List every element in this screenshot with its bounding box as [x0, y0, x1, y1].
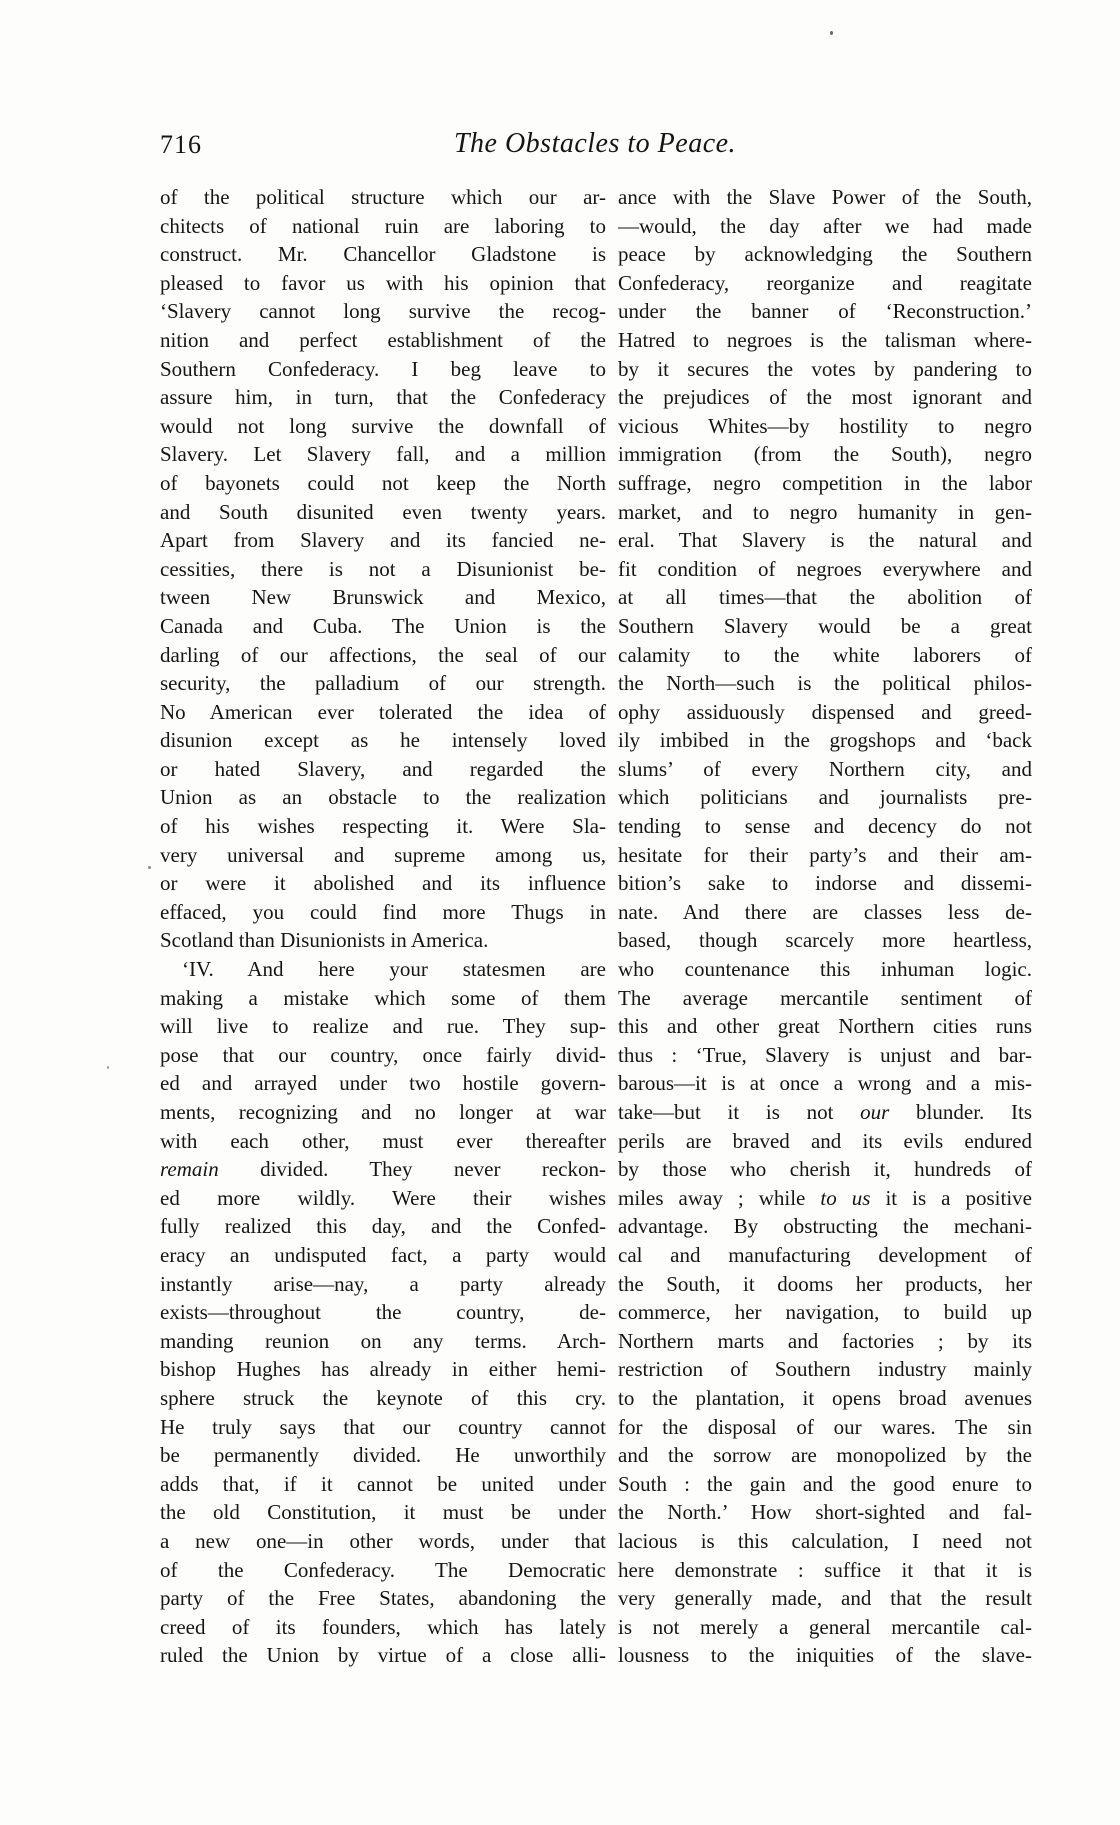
text-line: peace by acknowledging the Southern	[618, 242, 1032, 267]
text-line: security, the palladium of our strength.	[160, 671, 606, 696]
text-line: fully realized this day, and the Confed-	[160, 1214, 606, 1239]
text-line: who countenance this inhuman logic.	[618, 957, 1032, 982]
text-line: based, though scarcely more heartless,	[618, 928, 1032, 953]
text-line: the North—such is the political philos-	[618, 671, 1032, 696]
text-line: adds that, if it cannot be united under	[160, 1471, 606, 1496]
text-line: Slavery. Let Slavery fall, and a million	[160, 442, 606, 467]
text-line: —would, the day after we had made	[618, 213, 1032, 238]
text-line: Scotland than Disunionists in America.	[160, 928, 489, 953]
text-line: Southern Confederacy. I beg leave to	[160, 356, 606, 381]
text-line: ‘Slavery cannot long survive the recog-	[160, 299, 606, 324]
text-line: will live to realize and rue. They sup-	[160, 1014, 606, 1039]
left-column	[160, 183, 606, 1670]
text-line: No American ever tolerated the idea of	[160, 699, 606, 724]
text-line: of his wishes respecting it. Were Sla-	[160, 814, 606, 839]
text-columns	[160, 183, 1032, 1670]
text-line: by those who cherish it, hundreds of	[618, 1157, 1032, 1182]
text-line: manding reunion on any terms. Arch-	[160, 1328, 606, 1353]
text-line: this and other great Northern cities runs	[618, 1014, 1032, 1039]
text-line: sphere struck the keynote of this cry.	[160, 1385, 606, 1410]
text-line: the South, it dooms her products, her	[618, 1271, 1032, 1296]
text-line: ments, recognizing and no longer at war	[160, 1100, 606, 1124]
text-line: effaced, you could find more Thugs in	[160, 899, 606, 924]
text-line: slums’ of every Northern city, and	[618, 756, 1032, 781]
text-line: eracy an undisputed fact, a party would	[160, 1242, 606, 1267]
text-line: ance with the Slave Power of the South,	[618, 185, 1032, 209]
text-line: cal and manufacturing development of	[618, 1242, 1032, 1267]
text-line: making a mistake which some of them	[160, 985, 606, 1010]
text-line: hesitate for their party’s and their am-	[618, 842, 1032, 867]
text-line: Canada and Cuba. The Union is the	[160, 613, 606, 638]
text-line: vicious Whites—by hostility to negro	[618, 413, 1032, 438]
text-line: to the plantation, it opens broad avenues	[618, 1385, 1032, 1410]
text-line: creed of its founders, which has lately	[160, 1614, 606, 1639]
text-line: tween New Brunswick and Mexico,	[160, 585, 606, 610]
text-line: and South disunited even twenty years.	[160, 499, 606, 524]
text-line: the old Constitution, it must be under	[160, 1500, 606, 1525]
text-line: very universal and supreme among us,	[160, 842, 606, 867]
text-line: instantly arise—nay, a party already	[160, 1271, 606, 1296]
text-line: which politicians and journalists pre-	[618, 785, 1032, 810]
text-line: pleased to favor us with his opinion that	[160, 270, 606, 295]
text-line: of the political structure which our ar-	[160, 185, 606, 209]
text-line: ily imbibed in the grogshops and ‘back	[618, 728, 1032, 753]
right-column	[618, 183, 1032, 1670]
text-line: restriction of Southern industry mainly	[618, 1357, 1032, 1382]
text-line: suffrage, negro competition in the labor	[618, 470, 1032, 495]
text-line: ruled the Union by virtue of a close alli-	[160, 1643, 606, 1668]
page-title: The Obstacles to Peace.	[453, 128, 737, 159]
text-line: thus : ‘True, Slavery is unjust and bar-	[618, 1042, 1032, 1067]
text-line: lousness to the iniquities of the slave-	[618, 1643, 1032, 1668]
text-line: or were it abolished and its influence	[160, 871, 606, 896]
text-line: construct. Mr. Chancellor Gladstone is	[160, 242, 606, 267]
text-line: ‘IV. And here your statesmen are	[182, 957, 606, 982]
text-line: darling of our affections, the seal of our	[160, 642, 606, 667]
text-line: nition and perfect establishment of the	[160, 327, 606, 352]
text-line: Confederacy, reorganize and reagitate	[618, 270, 1032, 295]
text-line: fit condition of negroes everywhere and	[618, 556, 1032, 581]
text-line: of the Confederacy. The Democratic	[160, 1557, 606, 1582]
text-line: He truly says that our country cannot	[160, 1414, 606, 1439]
text-line: or hated Slavery, and regarded the	[160, 756, 606, 781]
text-line: cessities, there is not a Disunionist be-	[160, 556, 606, 581]
text-line: ed more wildly. Were their wishes	[160, 1185, 606, 1210]
text-line: exists—throughout the country, de-	[160, 1300, 606, 1325]
text-line: here demonstrate : suffice it that it is	[618, 1557, 1032, 1582]
scan-artifact-dot	[107, 1066, 109, 1069]
text-line: disunion except as he intensely loved	[160, 728, 606, 753]
text-line: tending to sense and decency do not	[618, 814, 1032, 839]
text-line: under the banner of ‘Reconstruction.’	[618, 299, 1032, 324]
scan-artifact-dot	[830, 31, 833, 35]
text-line: Southern Slavery would be a great	[618, 613, 1032, 638]
text-line: lacious is this calculation, I need not	[618, 1528, 1032, 1553]
text-line: bishop Hughes has already in either hemi-	[160, 1357, 606, 1382]
text-line: South : the gain and the good enure to	[618, 1471, 1032, 1496]
text-line: assure him, in turn, that the Confederacy	[160, 385, 606, 410]
text-line: eral. That Slavery is the natural and	[618, 528, 1032, 553]
text-line: very generally made, and that the result	[618, 1586, 1032, 1611]
text-line: remain divided. They never reckon-	[160, 1157, 606, 1182]
text-line: calamity to the white laborers of	[618, 642, 1032, 667]
text-line: is not merely a general mercantile cal-	[618, 1614, 1032, 1639]
text-line: pose that our country, once fairly divid-	[160, 1042, 606, 1067]
page-number: 716	[160, 130, 202, 159]
running-head	[160, 128, 1030, 168]
text-line: of bayonets could not keep the North	[160, 470, 606, 495]
text-line: at all times—that the abolition of	[618, 585, 1032, 610]
text-line: commerce, her navigation, to build up	[618, 1300, 1032, 1325]
text-line: bition’s sake to indorse and dissemi-	[618, 871, 1032, 896]
text-line: Hatred to negroes is the talisman where-	[618, 327, 1032, 352]
text-line: be permanently divided. He unworthily	[160, 1443, 606, 1468]
text-line: nate. And there are classes less de-	[618, 899, 1032, 924]
text-line: perils are braved and its evils endured	[618, 1128, 1032, 1153]
text-line: party of the Free States, abandoning the	[160, 1586, 606, 1611]
text-line: ophy assiduously dispensed and greed-	[618, 699, 1032, 724]
text-line: immigration (from the South), negro	[618, 442, 1032, 467]
scan-artifact-dot	[148, 866, 151, 869]
text-line: market, and to negro humanity in gen-	[618, 499, 1032, 524]
text-line: for the disposal of our wares. The sin	[618, 1414, 1032, 1439]
text-line: The average mercantile sentiment of	[618, 985, 1032, 1010]
text-line: would not long survive the downfall of	[160, 413, 606, 438]
text-line: Apart from Slavery and its fancied ne-	[160, 528, 606, 553]
text-line: by it secures the votes by pandering to	[618, 356, 1032, 381]
text-line: ed and arrayed under two hostile govern-	[160, 1071, 606, 1096]
text-line: with each other, must ever thereafter	[160, 1128, 606, 1153]
text-line: the prejudices of the most ignorant and	[618, 385, 1032, 410]
text-line: advantage. By obstructing the mechani-	[618, 1214, 1032, 1239]
text-line: chitects of national ruin are laboring to	[160, 213, 606, 238]
text-line: and the sorrow are monopolized by the	[618, 1443, 1032, 1468]
text-line: barous—it is at once a wrong and a mis-	[618, 1071, 1032, 1096]
text-line: Northern marts and factories ; by its	[618, 1328, 1032, 1353]
text-line: miles away ; while to us it is a positive	[618, 1185, 1032, 1210]
text-line: the North.’ How short-sighted and fal-	[618, 1500, 1032, 1525]
text-line: Union as an obstacle to the realization	[160, 785, 606, 810]
text-line: a new one—in other words, under that	[160, 1528, 606, 1553]
text-line: take—but it is not our blunder. Its	[618, 1100, 1032, 1124]
